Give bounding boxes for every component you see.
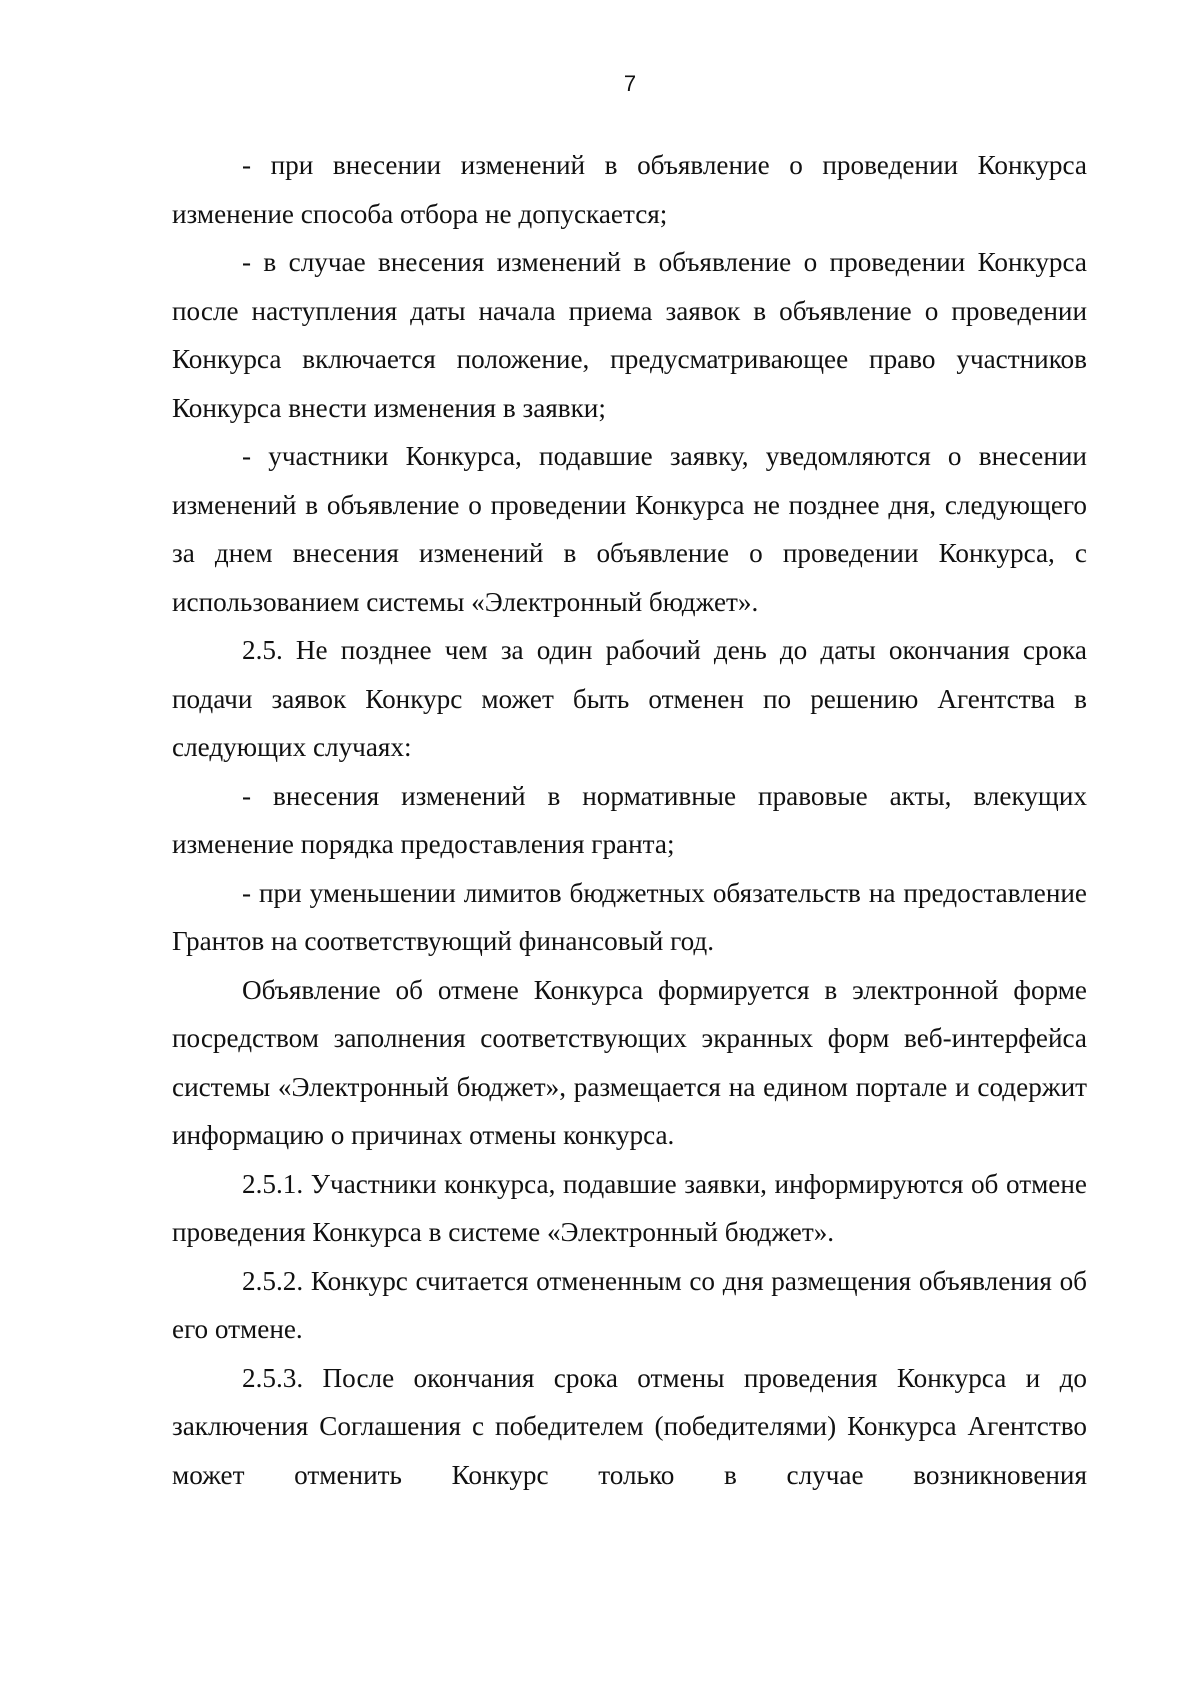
- paragraph-2-5-3: 2.5.3. После окончания срока отмены проведения Конкурса и до заключения Соглашения с победителем (победителями) Конкурса Агентство может отменить Конкурс только в случае возникновения: [172, 1362, 1087, 1490]
- paragraph-change-method: - при внесении изменений в объявление о проведении Конкурса изменение способа отбора не допускается;: [172, 150, 1087, 229]
- paragraph-2-5-2: 2.5.2. Конкурс считается отмененным со дня размещения объявления об его отмене.: [172, 1265, 1087, 1344]
- paragraph-cancellation-notice: Объявление об отмене Конкурса формируется в электронной форме посредством заполнения соответствующих экранных форм веб-интерфейса системы «Электронный бюджет», размещается на едином портале и содержит информацию о причинах отмены конкурса.: [172, 974, 1087, 1150]
- page-number: 7: [623, 71, 637, 96]
- paragraph-2-5: 2.5. Не позднее чем за один рабочий день до даты окончания срока подачи заявок Конкурс может быть отменен по решению Агентства в следующих случаях:: [172, 635, 1087, 762]
- paragraph-change-after-start: - в случае внесения изменений в объявление о проведении Конкурса после наступления даты начала приема заявок в объявление о проведении Конкурса включается положение, предусматривающее право участников Конкурса внести изменения в заявки;: [172, 247, 1087, 423]
- paragraph-budget-limits: - при уменьшении лимитов бюджетных обязательств на предоставление Грантов на соответствующий финансовый год.: [172, 877, 1087, 956]
- document-body: [172, 141, 1087, 1499]
- paragraph-2-5-1: 2.5.1. Участники конкурса, подавшие заявки, информируются об отмене проведения Конкурса в системе «Электронный бюджет».: [172, 1168, 1087, 1247]
- paragraph-regulatory-changes: - внесения изменений в нормативные правовые акты, влекущих изменение порядка предоставления гранта;: [172, 780, 1087, 859]
- paragraph-participants-notified: - участники Конкурса, подавшие заявку, уведомляются о внесении изменений в объявление о проведении Конкурса не позднее дня, следующего за днем внесения изменений в объявление о проведении Конкурса, с использованием системы «Электронный бюджет».: [172, 441, 1087, 617]
